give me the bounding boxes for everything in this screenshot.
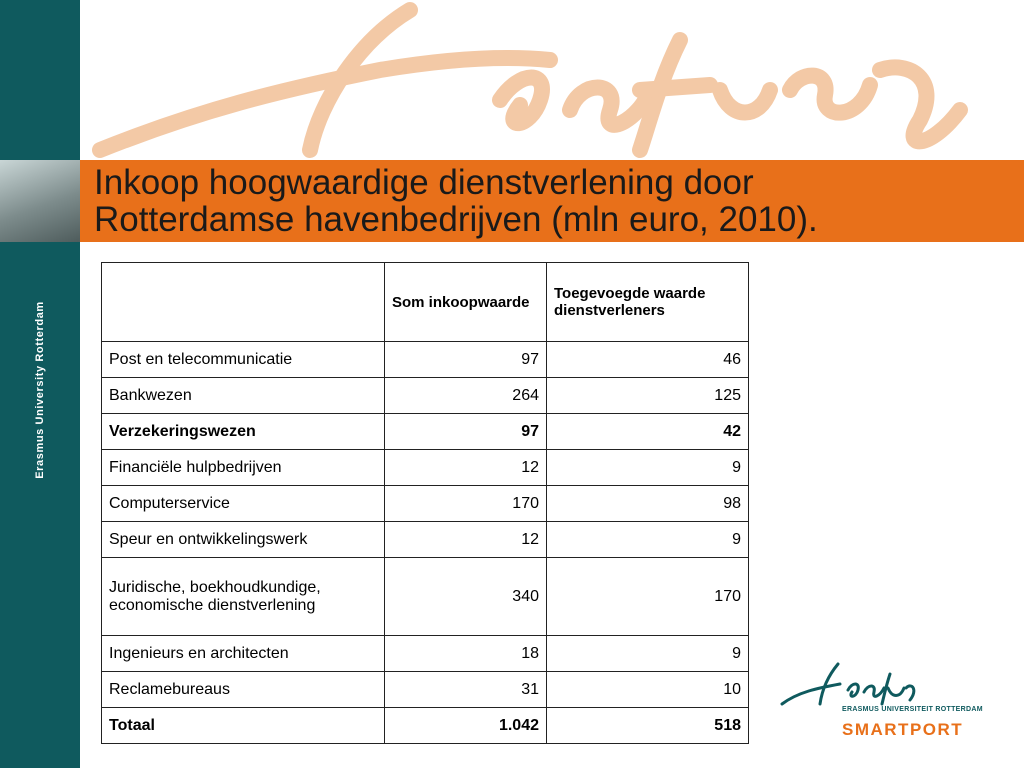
header-cell-label: [102, 263, 385, 342]
row-label: Ingenieurs en architecten: [102, 636, 385, 672]
row-waarde: 98: [547, 486, 749, 522]
header-cell-waarde: Toegevoegde waarde dienstverleners: [547, 263, 749, 342]
row-inkoop: 1.042: [385, 708, 547, 744]
table-row: [102, 414, 749, 450]
row-label: Juridische, boekhoudkundige, economische dienstverlening: [102, 558, 385, 636]
logo-smartport-text: SMARTPORT: [842, 720, 964, 739]
table-row: [102, 378, 749, 414]
table-row: [102, 522, 749, 558]
erasmus-signature-watermark: [80, 0, 1024, 160]
table-row: [102, 636, 749, 672]
sidebar-university-label: Erasmus University Rotterdam: [34, 301, 46, 479]
row-label: Bankwezen: [102, 378, 385, 414]
row-waarde: 9: [547, 522, 749, 558]
row-waarde: 9: [547, 636, 749, 672]
row-waarde: 170: [547, 558, 749, 636]
row-inkoop: 97: [385, 342, 547, 378]
row-inkoop: 340: [385, 558, 547, 636]
row-inkoop: 170: [385, 486, 547, 522]
table-total-row: [102, 708, 749, 744]
header-cell-inkoop: Som inkoopwaarde: [385, 263, 547, 342]
slide-title: [94, 164, 1014, 238]
row-label: Post en telecommunicatie: [102, 342, 385, 378]
row-label: Speur en ontwikkelingswerk: [102, 522, 385, 558]
row-inkoop: 12: [385, 522, 547, 558]
row-label: Financiële hulpbedrijven: [102, 450, 385, 486]
erasmus-portrait-image: [0, 160, 80, 242]
table-row: [102, 486, 749, 522]
row-waarde: 125: [547, 378, 749, 414]
sidebar: [0, 0, 80, 768]
table-row: [102, 672, 749, 708]
table-row: [102, 558, 749, 636]
smartport-logo: [778, 660, 983, 750]
row-waarde: 10: [547, 672, 749, 708]
data-table: [101, 262, 749, 744]
row-label: Computerservice: [102, 486, 385, 522]
row-waarde: 46: [547, 342, 749, 378]
erasmus-signature-logo-icon: [778, 660, 918, 708]
row-inkoop: 31: [385, 672, 547, 708]
table-row: [102, 450, 749, 486]
logo-university-text: ERASMUS UNIVERSITEIT ROTTERDAM: [842, 706, 983, 713]
row-label: Verzekeringswezen: [102, 414, 385, 450]
row-inkoop: 97: [385, 414, 547, 450]
table-row: [102, 342, 749, 378]
title-line-2: Rotterdamse havenbedrijven (mln euro, 2010).: [94, 200, 818, 239]
row-waarde: 518: [547, 708, 749, 744]
title-line-1: Inkoop hoogwaardige dienstverlening door: [94, 163, 754, 202]
row-inkoop: 12: [385, 450, 547, 486]
row-label: Reclamebureaus: [102, 672, 385, 708]
row-inkoop: 264: [385, 378, 547, 414]
row-label: Totaal: [102, 708, 385, 744]
row-waarde: 42: [547, 414, 749, 450]
row-inkoop: 18: [385, 636, 547, 672]
row-waarde: 9: [547, 450, 749, 486]
table-header-row: [102, 263, 749, 342]
